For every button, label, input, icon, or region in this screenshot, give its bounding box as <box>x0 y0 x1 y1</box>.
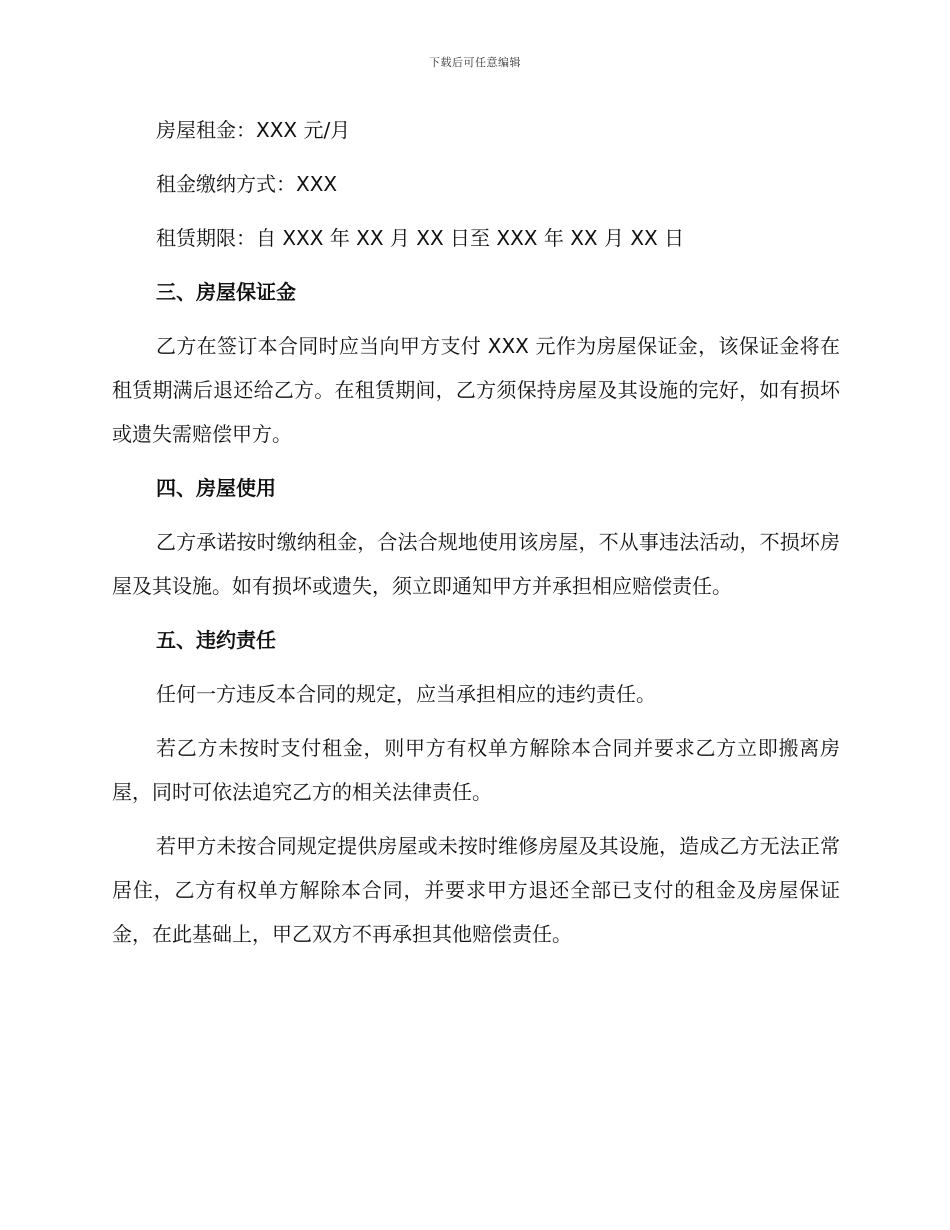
section-5-paragraph-1: 任何一方违反本合同的规定，应当承担相应的违约责任。 <box>156 682 656 706</box>
rent-line: 房屋租金：XXX 元/月 <box>156 118 351 142</box>
section-4-paragraph: 乙方承诺按时缴纳租金，合法合规地使用该房屋，不从事违法活动，不损坏房屋及其设施。如有损坏或遗失，须立即通知甲方并承担相应赔偿责任。 <box>112 530 840 598</box>
section-5-heading: 五、违约责任 <box>156 628 276 652</box>
header-note: 下载后可任意编辑 <box>429 56 521 69</box>
section-5-paragraph-2: 若乙方未按时支付租金，则甲方有权单方解除本合同并要求乙方立即搬离房屋，同时可依法追究乙方的相关法律责任。 <box>112 736 840 804</box>
section-3-paragraph: 乙方在签订本合同时应当向甲方支付 XXX 元作为房屋保证金，该保证金将在租赁期满后退还给乙方。在租赁期间，乙方须保持房屋及其设施的完好，如有损坏或遗失需赔偿甲方。 <box>112 334 840 446</box>
contract-body <box>112 108 840 956</box>
section-5-paragraph-3: 若甲方未按合同规定提供房屋或未按时维修房屋及其设施，造成乙方无法正常居住，乙方有权单方解除本合同，并要求甲方退还全部已支付的租金及房屋保证金，在此基础上，甲乙双方不再承担其他赔偿责任。 <box>112 834 840 946</box>
payment-method-line: 租金缴纳方式：XXX <box>156 172 338 196</box>
lease-term-line: 租赁期限：自 XXX 年 XX 月 XX 日至 XXX 年 XX 月 XX 日 <box>156 226 685 250</box>
section-4-heading: 四、房屋使用 <box>156 476 276 500</box>
section-3-heading: 三、房屋保证金 <box>156 280 296 304</box>
